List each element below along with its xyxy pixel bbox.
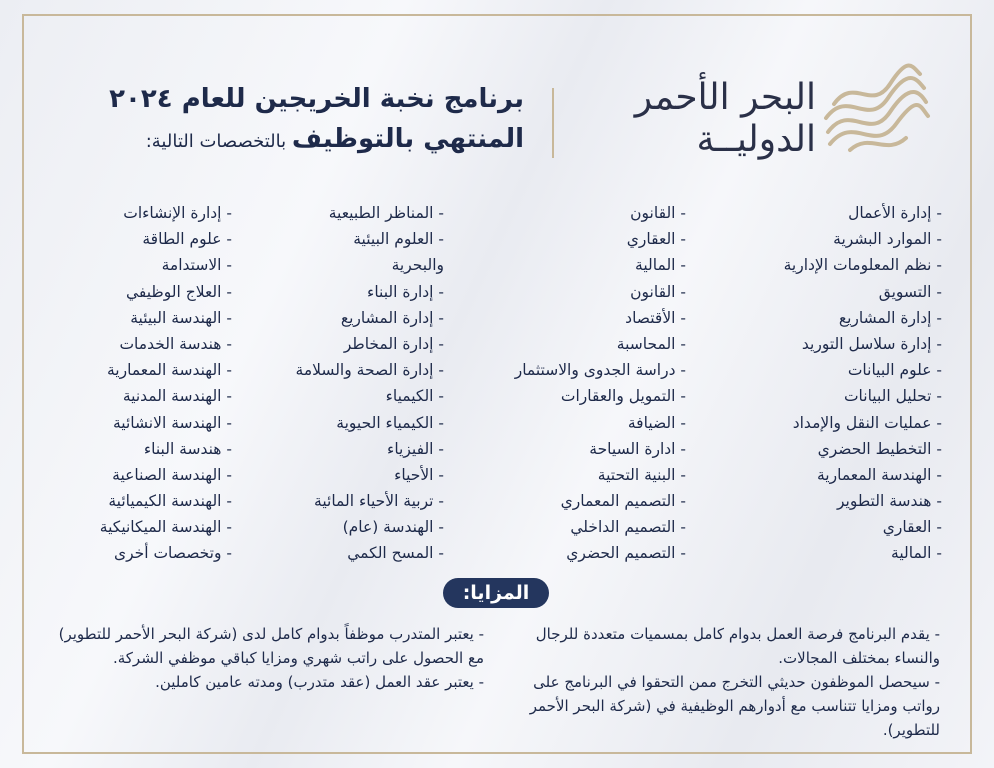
list-item: - عمليات النقل والإمداد — [792, 413, 942, 432]
list-item: - نظم المعلومات الإدارية — [783, 256, 942, 275]
list-item: - التصميم الحضري — [566, 544, 686, 563]
list-item: - التصميم الداخلي — [570, 518, 686, 537]
list-item: - الأقتصاد — [625, 308, 686, 327]
list-item: - دراسة الجدوى والاستثمار — [514, 361, 686, 380]
list-item: - إدارة الأعمال — [848, 204, 942, 222]
list-item: - العقاري — [626, 230, 686, 249]
list-item: - القانون — [630, 282, 686, 301]
list-item: - وتخصصات أخرى — [113, 544, 232, 563]
specializations-column-1 — [692, 200, 942, 567]
list-item: - العلوم البيئية — [353, 230, 444, 249]
list-item: - التمويل والعقارات — [560, 387, 686, 406]
list-item: - الاستدامة — [161, 256, 232, 275]
list-item: - تربية الأحياء المائية — [314, 492, 444, 511]
list-item: - المناظر الطبيعية — [328, 204, 444, 222]
list-item: - الهندسة البيئية — [130, 308, 232, 327]
list-item: - ادارة السياحة — [589, 439, 686, 458]
page-title: برنامج نخبة الخريجين للعام ٢٠٢٤ — [109, 84, 524, 114]
list-item: - العقاري — [882, 518, 942, 537]
header-divider — [552, 88, 554, 158]
advantage-item: - يعتبر المتدرب موظفاً بدوام كامل لدى (شركة البحر الأحمر للتطوير) مع الحصول على راتب شهري ومزايا كباقي موظفي الشركة. — [58, 625, 484, 667]
list-item: - الهندسة الميكانيكية — [99, 518, 232, 537]
list-item: - المالية — [635, 256, 686, 275]
list-item: - علوم الطاقة — [142, 230, 232, 249]
list-item: - الهندسة الكيميائية — [108, 492, 232, 511]
subtitle-rest: بالتخصصات التالية: — [145, 131, 292, 152]
list-item: - الهندسة الانشائية — [112, 413, 232, 432]
list-item: - إدارة الصحة والسلامة — [295, 361, 444, 380]
list-item: - إدارة المشاريع — [340, 308, 444, 327]
list-item: والبحرية — [391, 256, 444, 275]
advantages-heading: المزايا: — [443, 578, 549, 608]
list-item: - الهندسة المعمارية — [817, 465, 942, 484]
page-subtitle — [30, 124, 524, 154]
list-item: - إدارة البناء — [367, 282, 444, 301]
list-item: - المحاسبة — [616, 334, 686, 353]
subtitle-strong: المنتهي بالتوظيف — [291, 124, 524, 154]
list-item: - العلاج الوظيفي — [125, 282, 232, 301]
list-item: - الأحياء — [394, 465, 444, 484]
list-item: - إدارة المخاطر — [343, 334, 444, 353]
advantage-item: - سيحصل الموظفون حديثي التخرج ممن التحقوا في البرنامج على رواتب ومزايا تتناسب مع أدوارهم الوظيفية في (شركة البحر الأحمر للتطوير). — [529, 673, 940, 739]
list-item: - المالية — [891, 544, 942, 563]
list-item: - هندسة الخدمات — [119, 334, 232, 353]
list-item: - تحليل البيانات — [843, 387, 942, 406]
advantages-list-left — [44, 622, 484, 694]
list-item: - التخطيط الحضري — [817, 439, 942, 458]
advantage-item: - يقدم البرنامج فرصة العمل بدوام كامل بمسميات متعددة للرجال والنساء بمختلف المجالات. — [535, 625, 940, 667]
list-item: - الكيمياء الحيوية — [336, 413, 444, 432]
specializations-column-4 — [22, 200, 232, 567]
list-item: - البنية التحتية — [597, 465, 686, 484]
list-item: - إدارة المشاريع — [838, 308, 942, 327]
list-item: - هندسة التطوير — [836, 492, 942, 511]
list-item: - الهندسة المدنية — [122, 387, 232, 406]
list-item: - الهندسة (عام) — [342, 518, 444, 537]
advantages-list-right — [508, 622, 940, 742]
specializations-column-2 — [436, 200, 686, 567]
list-item: - هندسة البناء — [143, 439, 232, 458]
list-item: - علوم البيانات — [847, 361, 942, 380]
list-item: - الموارد البشرية — [833, 230, 942, 249]
specializations-column-3 — [204, 200, 444, 567]
list-item: - التصميم المعماري — [560, 492, 686, 511]
list-item: - الفيزياء — [387, 439, 444, 458]
list-item: - الهندسة الصناعية — [112, 465, 232, 484]
list-item: - الكيمياء — [385, 387, 444, 406]
list-item: - التسويق — [878, 282, 942, 301]
red-sea-logo-icon — [820, 62, 932, 154]
brand-name: البحر الأحمر — [634, 77, 816, 118]
list-item: - القانون — [630, 204, 686, 222]
brand-subname: الدوليــة — [696, 119, 816, 160]
list-item: - إدارة الإنشاءات — [123, 204, 232, 222]
list-item: - إدارة سلاسل التوريد — [801, 334, 942, 353]
advantage-item: - يعتبر عقد العمل (عقد متدرب) ومدته عامين كاملين. — [155, 673, 484, 691]
list-item: - الهندسة المعمارية — [107, 361, 232, 380]
list-item: - المسح الكمي — [347, 544, 444, 563]
list-item: - الضيافة — [627, 413, 686, 432]
